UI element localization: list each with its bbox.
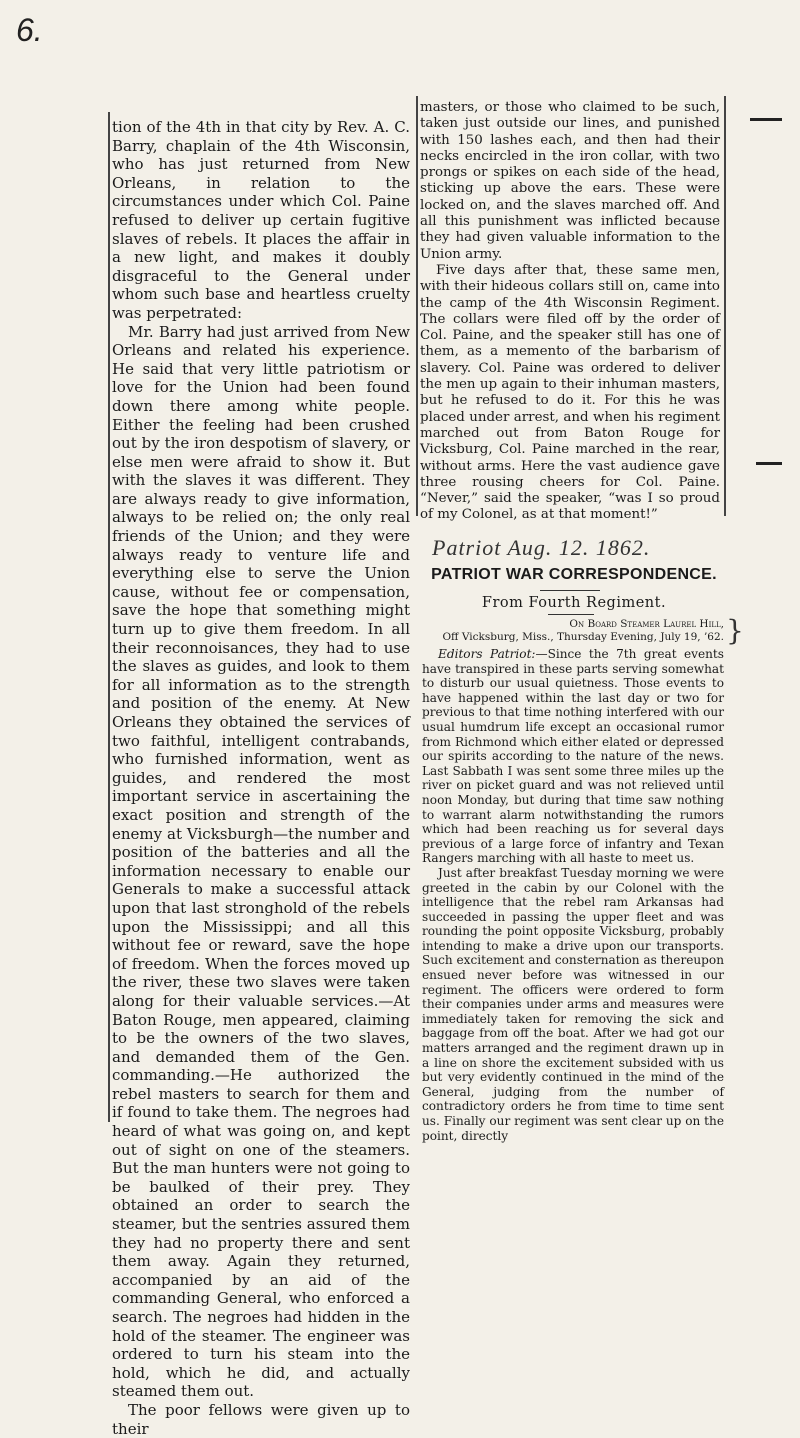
dateline <box>424 618 724 644</box>
article-paragraph: Just after breakfast Tuesday morning we were greeted in the cabin by our Colonel with the intelligence that the rebel ram Arkansas had succeeded in passing the upper fleet and was rounding the point opposite Vicksburg, probably intending to make a drive upon our transports. Such excitement and consternation as thereupon ensued never before was witnessed in our regiment. The officers were ordered to form their companies under arms and measures were immediately taken for removing the sick and baggage from off the boat. After we had got our matters arranged and the regiment drawn up in a line on shore the excitement subsided with us but very evidently continued in the mind of the General, judging from the number of contradictory orders he from time to time sent us. Finally our regiment was sent clear up on the point, directly <box>422 865 724 1143</box>
article-paragraph <box>422 647 724 866</box>
salutation: Editors Patriot: <box>438 647 536 661</box>
dateline-line: Off Vicksburg, Miss., Thursday Evening, July 19, ’62. <box>442 631 724 643</box>
margin-mark <box>756 462 782 465</box>
article-paragraph: masters, or those who claimed to be such, taken just outside our lines, and punished with 150 lashes each, and then had their necks encircled in the iron collar, with two prongs or spikes on each side of the head, sticking up above the ears. These were locked on, and the slaves marched off. And all this punishment was inflicted because they had given valuable information to the Union army. <box>420 100 720 262</box>
left-column <box>112 118 410 1438</box>
right-column-top <box>420 100 720 524</box>
article-paragraph: Mr. Barry had just arrived from New Orleans and related his experience. He said that very little patriotism or love for the Union had been found down there among white people. Either the feeling had been crushed out by the iron despotism of slavery, or else men were afraid to show it. But with the slaves it was different. They are always ready to give information, always to be relied on; the only real friends of the Union; and they were always ready to venture life and everything else to serve the Union cause, without fee or compensation, save the hope that something might turn up to give them freedom. In all their reconnoisances, they had to use the slaves as guides, and look to them for all information as to the strength and position of the enemy. At New Orleans they obtained the services of two faithful, intelligent contrabands, who furnished information, went as guides, and rendered the most important service in ascertaining the exact position and strength of the enemy at Vicksburgh—the number and position of the batteries and all the information necessary to enable our Generals to make a successful attack upon that last stronghold of the rebels upon the Mississippi; and all this without fee or reward, save the hope of freedom. When the forces moved up the river, these two slaves were taken along for their valuable services.—At Baton Rouge, men appeared, claiming to be the owners of the two slaves, and demanded them of the Gen. commanding.—He authorized the rebel masters to search for them and if found to take them. The negroes had heard of what was going on, and kept out of sight on one of the steamers. But the man hunters were not going to be baulked of their prey. They obtained an order to search the steamer, but the sentries assured them they had no property there and sent them away. Again they returned, accompanied by an aid of the commanding General, who enforced a search. The negroes had hidden in the hold of the steamer. The engineer was ordered to turn his steam into the hold, which he did, and actually steamed them out. <box>112 322 410 1401</box>
article-paragraph: tion of the 4th in that city by Rev. A. C. Barry, chaplain of the 4th Wisconsin, who has just returned from New Orleans, in relation to the circumstances under which Col. Paine refused to deliver up certain fugitive slaves of rebels. It places the affair in a new light, and makes it doubly disgraceful to the General under whom such base and heartless cruelty was perpetrated: <box>112 118 410 322</box>
page-number: 6. <box>16 12 43 48</box>
margin-mark <box>750 118 782 121</box>
handwritten-date: Patriot Aug. 12. 1862. <box>432 535 651 560</box>
divider <box>540 590 600 591</box>
article-paragraph: The poor fellows were given up to their <box>112 1400 410 1438</box>
subheadline: From Fourth Regiment. <box>481 595 667 611</box>
article-paragraph: Five days after that, these same men, with their hideous collars still on, came into the camp of the 4th Wisconsin Regiment. The collars were filed off by the order of Col. Paine, and the speaker still has one of them, as a memento of the barbarism of slavery. Col. Paine was ordered to deliver the men up again to their inhuman masters, but he refused to do it. For this he was placed under arrest, and when his regiment marched out from Baton Rouge for Vicksburg, Col. Paine marched in the rear, without arms. Here the vast audience gave three rousing cheers for Col. Paine. “Never,” said the speaker, “was I so proud of my Colonel, as at that moment!” <box>420 262 720 523</box>
brace-mark: } <box>726 614 744 647</box>
divider <box>548 614 594 615</box>
dateline-line: On Board Steamer Laurel Hill, <box>569 618 724 630</box>
headline: PATRIOT WAR CORRESPONDENCE. <box>431 566 717 583</box>
paragraph-text: —Since the 7th great events have transpired in these parts serving somewhat to disturb our usual quietness. Those events to have happened within the last day or two for previous to that time nothing interfered with our usual humdrum life except an occasional rumor from Richmond which either elated or depressed our spirits according to the nature of the news. Last Sabbath I was sent some three miles up the river on picket guard and was not relieved until noon Monday, but during that time saw nothing to warrant alarm notwithstanding the rumors which had been reaching us for several days previous of a large force of infantry and Texan Rangers marching with all haste to meet us. <box>422 647 724 866</box>
correspondence-body <box>422 647 724 1143</box>
